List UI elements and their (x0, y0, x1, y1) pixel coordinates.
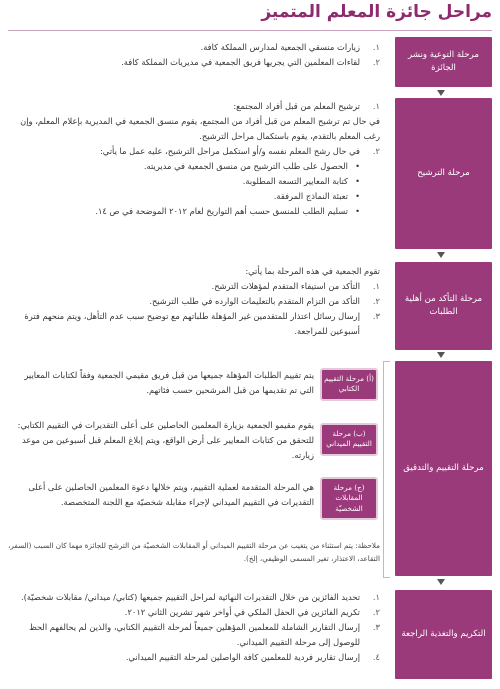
evaluation-frame (383, 361, 390, 578)
stage-awareness (395, 37, 492, 87)
substage-written-label: (أ) مرحلة التقييم الكتابي (324, 374, 374, 394)
bullet-item: • الحصول على طلب الترشيح من منسق الجمعية في مديريته. (143, 161, 360, 171)
arrow-down-icon (437, 579, 445, 585)
evaluation-note: ملاحظة: يتم استثناء من يتغيب عن مرحلة التقييم الميداني أو المقابلات الشخصيّة من الترشح للجائزة مهما كان السبب (السفر، التقاعد، الاعتذار، تغير المسمى الوظيفي، إلخ). (8, 541, 380, 563)
stage-honoring (395, 590, 492, 679)
list-item: ١. ترشيح المعلم من قبل أفراد المجتمع: (233, 101, 380, 111)
stage-awareness-label: مرحلة التوعية ونشر الجائزة (408, 50, 479, 73)
list-item: ٤. إرسال تقارير فردية للمعلمين كافة الواصلين لمرحلة التقييم الميداني. (125, 652, 380, 662)
bullet-item: • تعبئة النماذج المرفقة. (273, 191, 360, 201)
substage-field-label: (ب) مرحلة التقييم الميداني (326, 429, 372, 449)
substage-written-text: يتم تقييم الطلبات المؤهلة جميعها من قبل فريق مقيمي الجمعية وفقاً لكتابات المعايير التي تم تقديمها من قبل المرشحين حسب فئاتهم. (24, 370, 314, 395)
eligibility-content (8, 264, 380, 339)
stage-evaluation-label: مرحلة التقييم والتدقيق (403, 463, 484, 474)
arrow-down-icon (437, 252, 445, 258)
stage-honoring-label: التكريم والتغذية الراجعة (401, 629, 486, 640)
stage-nomination-label: مرحلة الترشيح (417, 168, 470, 179)
substage-interview (320, 477, 378, 520)
substage-field (320, 423, 378, 456)
page-title: مراحل جائزة المعلم المتميز (261, 2, 492, 22)
stage-evaluation (395, 361, 492, 576)
list-item: ٢. التأكد من التزام المتقدم بالتعليمات الوارده في طلب الترشيح. (149, 296, 380, 306)
arrow-down-icon (437, 90, 445, 96)
stage-eligibility (395, 262, 492, 350)
substage-written (320, 368, 378, 401)
list-item: ٣. إرسال رسائل اعتذار للمتقدمين غير المؤهلة طلباتهم مع توضيح سبب عدم التأهل، ويتم منحهم فترة أسبوعين للمراجعة. (24, 311, 380, 336)
list-item: ١. زيارات منسقي الجمعية لمدارس المملكة كافة. (200, 42, 380, 52)
awareness-list (8, 40, 380, 70)
nomination-body: في حال تم ترشيح المعلم من قبل أفراد من المجتمع، يقوم منسق الجمعية في المديرية بإعلام المعلم، وإن رغب المعلم بالتقدم، يقوم باستكمال مراحل الترشيح. (20, 116, 380, 141)
list-item: ٢. في حال رشح المعلم نفسه و/أو استكمل مراحل الترشيح، عليه عمل ما يأتي: (100, 146, 380, 156)
title-divider (8, 30, 492, 31)
list-item: ٣. إرسال التقارير الشاملة للمعلمين المؤهلين جميعاً لمرحلة التقييم الكتابي، والذين لم يحالفهم الحظ للوصول إلى مرحلة التقييم الميداني. (29, 622, 380, 647)
eligibility-intro: تقوم الجمعية في هذه المرحلة بما يأتي: (245, 266, 380, 276)
substage-field-text: يقوم مقيمو الجمعية بزيارة المعلمين الحاصلين على أعلى التقديرات في التقييم الكتابي: للتحقق من كتابات المعايير على أرض الواقع، ويتم إبلاغ المعلم قبل أسبوعين من موعد زيارته. (17, 420, 314, 460)
list-item: ١. التأكد من استيفاء المتقدم لمؤهلات الترشح. (211, 281, 380, 291)
bullet-item: • كتابة المعايير التسعة المطلوبة. (242, 176, 360, 186)
list-item: ١. تحديد الفائزين من خلال التقديرات النهائية لمراحل التقييم جميعها (كتابي/ ميداني/ مقابلات شخصيّة). (20, 592, 380, 602)
stage-nomination (395, 98, 492, 249)
list-item: ٢. لقاءات المعلمين التي يجريها فريق الجمعية في مديريات المملكة كافة. (121, 57, 380, 67)
arrow-down-icon (437, 352, 445, 358)
substage-interview-label: (ج) مرحلة المقابلات الشخصيّة (333, 483, 365, 513)
substage-interview-text: هي المرحلة المتقدمة لعملية التقييم، ويتم خلالها دعوة المعلمين الحاصلين على أعلى التقديرات في التقييم الميداني لإجراء مقابلة شخصيّة مع اللجنة المتخصصة. (28, 482, 314, 507)
bullet-item: • تسليم الطلب للمنسق حسب أهم التواريخ لعام ٢٠١٢ الموضحة في ص ١٤. (95, 206, 360, 216)
honoring-list (8, 590, 380, 665)
stage-eligibility-label: مرحلة التأكد من أهلية الطلبات (404, 294, 483, 317)
nomination-content (8, 99, 380, 219)
list-item: ٢. تكريم الفائزين في الحفل الملكي في أواخر شهر تشرين الثاني ٢٠١٢. (124, 607, 380, 617)
